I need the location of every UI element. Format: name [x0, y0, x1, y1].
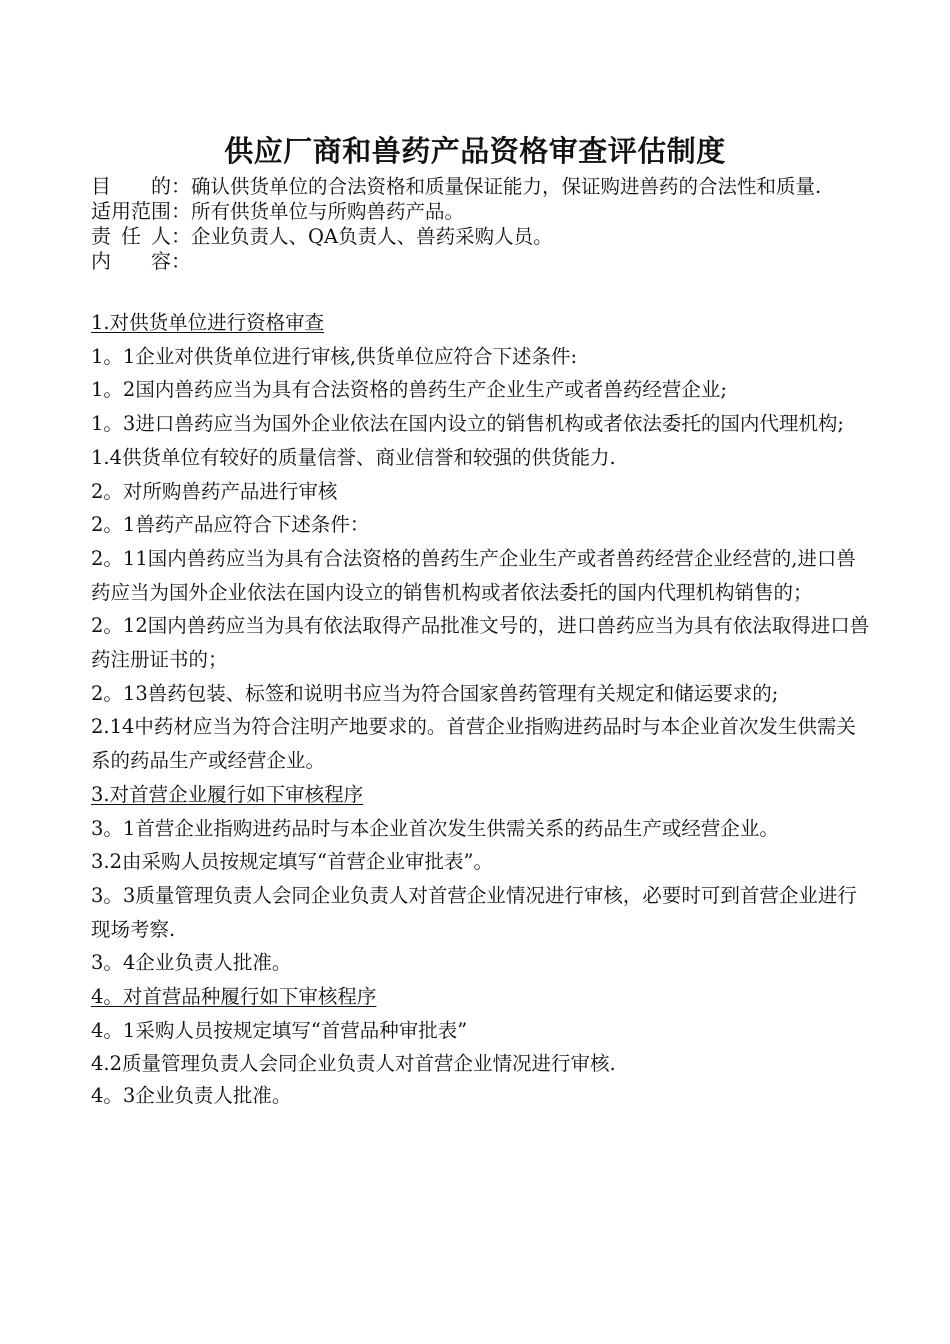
owner-label-b: 任 [121, 224, 141, 248]
owner-label-a: 责 [91, 224, 111, 248]
purpose-label-a: 目 [91, 174, 111, 198]
document-header [91, 174, 871, 274]
owner-row [91, 224, 871, 249]
section-2-item: 2。13兽药包装、标签和说明书应当为符合国家兽药管理有关规定和储运要求的; [91, 681, 779, 705]
section-1-item: 1。1企业对供货单位进行审核,供货单位应符合下述条件: [91, 344, 578, 368]
section-3-item: 3。4企业负责人批准。 [91, 951, 292, 975]
purpose-label [91, 174, 191, 199]
document-body [91, 306, 871, 1109]
section-1-heading: 1.对供货单位进行资格审查 [91, 311, 325, 334]
section-1-item: 1。2国内兽药应当为具有合法资格的兽药生产企业生产或者兽药经营企业; [91, 378, 727, 402]
section-2-item: 2。1兽药产品应符合下述条件： [91, 513, 370, 537]
scope-text: 所有供货单位与所购兽药产品。 [191, 200, 465, 223]
section-4-heading: 4。对首营品种履行如下审核程序 [91, 985, 377, 1009]
scope-label: 适用范围： [91, 199, 191, 223]
section-3-heading: 3.对首营企业履行如下审核程序 [91, 782, 364, 806]
section-1-item: 1。3进口兽药应当为国外企业依法在国内设立的销售机构或者依法委托的国内代理机构; [91, 412, 844, 436]
section-4-item: 4。1采购人员按规定填写“首营品种审批表” [91, 1018, 468, 1042]
content-label [91, 249, 191, 274]
section-3-item: 3。3质量管理负责人会同企业负责人对首营企业情况进行审核，必要时可到首营企业进行现场考察. [91, 883, 857, 941]
scope-row [91, 199, 871, 224]
content-label-a: 内 [91, 249, 111, 273]
section-2-heading: 2。对所购兽药产品进行审核 [91, 479, 338, 503]
content-label-b: 容： [151, 249, 191, 273]
section-4-item: 4。3企业负责人批准。 [91, 1084, 292, 1108]
document-title: 供应厂商和兽药产品资格审查评估制度 [224, 134, 726, 168]
purpose-label-b: 的： [151, 174, 191, 198]
purpose-row [91, 174, 871, 199]
owner-label-c: 人： [151, 224, 191, 248]
purpose-text: 确认供货单位的合法资格和质量保证能力，保证购进兽药的合法性和质量. [191, 175, 822, 198]
owner-label [91, 224, 191, 249]
section-4-item: 4.2质量管理负责人会同企业负责人对首营企业情况进行审核. [91, 1052, 616, 1076]
section-2-item: 2。12国内兽药应当为具有依法取得产品批准文号的，进口兽药应当为具有依法取得进口兽药注册证书的； [91, 614, 870, 672]
section-2-item: 2.14中药材应当为符合注明产地要求的。首营企业指购进药品时与本企业首次发生供需关系的药品生产或经营企业。 [91, 715, 856, 773]
section-3-item: 3.2由采购人员按规定填写“首营企业审批表”。 [91, 850, 493, 874]
owner-text: 企业负责人、QA负责人、兽药采购人员。 [191, 225, 553, 248]
section-2-item: 2。11国内兽药应当为具有合法资格的兽药生产企业生产或者兽药经营企业经营的,进口兽药应当为国外企业依法在国内设立的销售机构或者依法委托的国内代理机构销售的； [91, 546, 856, 604]
content-row [91, 249, 871, 274]
section-1-item: 1.4供货单位有较好的质量信誉、商业信誉和较强的供货能力. [91, 445, 616, 469]
section-3-item: 3。1首营企业指购进药品时与本企业首次发生供需关系的药品生产或经营企业。 [91, 816, 779, 840]
